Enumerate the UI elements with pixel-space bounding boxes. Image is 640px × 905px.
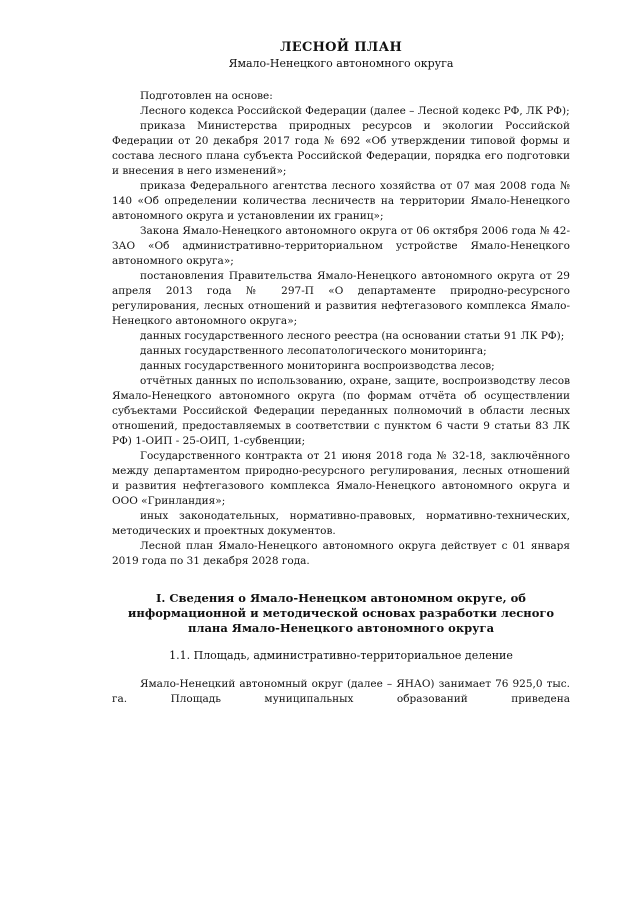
document-subtitle: Ямало-Ненецкого автономного округа <box>228 57 454 70</box>
paragraph: Лесного кодекса Российской Федерации (далее – Лесной кодекс РФ, ЛК РФ); <box>140 105 570 117</box>
paragraph: Государственного контракта от 21 июня 2018 года № 32-18, заключённого между департаментом природно-ресурсного регулирования, лесных отношений и развития нефтегазового комплекса Ямало-Ненецкого автономного округа и ООО «Гринландия»; <box>112 450 570 507</box>
paragraph: отчётных данных по использованию, охране, защите, воспроизводству лесов Ямало-Ненецкого автономного округа (по формам отчёта об осуществлении субъектами Российской Федерации переданных полномочий в области лесных отношений, предоставляемых в соответствии с пунктом 6 части 9 статьи 83 ЛК РФ) 1-ОИП - 25-ОИП, 1-субвенции; <box>112 375 570 447</box>
paragraph: постановления Правительства Ямало-Ненецкого автономного округа от 29 апреля 2013 года № 297-П «О департаменте природно-ресурсного регулирования, лесных отношений и развития нефтегазового комплекса Ямало-Ненецкого автономного округа»; <box>112 270 570 327</box>
paragraph: приказа Министерства природных ресурсов и экологии Российской Федерации от 20 декабря 2017 года № 692 «Об утверждении типовой формы и состава лесного плана субъекта Российской Федерации, порядка его подготовки и внесения в него изменений»; <box>112 120 570 177</box>
paragraph: данных государственного лесного реестра (на основании статьи 91 ЛК РФ); <box>140 330 565 342</box>
paragraph: Подготовлен на основе: <box>140 90 273 102</box>
paragraph: Закона Ямало-Ненецкого автономного округа от 06 октября 2006 года № 42-ЗАО «Об административно-территориальном устройстве Ямало-Ненецкого автономного округа»; <box>112 225 570 267</box>
section-heading: I. Сведения о Ямало-Ненецком автономном округе, об информационной и методической основах разработки лесного плана Ямало-Ненецкого автономного округа <box>127 591 555 635</box>
paragraph: данных государственного лесопатологического мониторинга; <box>140 345 487 357</box>
paragraph: Лесной план Ямало-Ненецкого автономного округа действует с 01 января 2019 года по 31 декабря 2028 года. <box>112 540 570 567</box>
subsection-heading: 1.1. Площадь, административно-территориальное деление <box>169 649 513 662</box>
basis-list <box>112 89 570 569</box>
paragraph: иных законодательных, нормативно-правовых, нормативно-технических, методических и проектных документов. <box>112 510 570 537</box>
paragraph: Ямало-Ненецкий автономный округ (далее – ЯНАО) занимает 76 925,0 тыс. га. Площадь муниципальных образований приведена <box>112 678 570 705</box>
paragraph: приказа Федерального агентства лесного хозяйства от 07 мая 2008 года № 140 «Об определении количества лесничеств на территории Ямало-Ненецкого автономного округа и установлении их границ»; <box>112 180 570 222</box>
paragraph: данных государственного мониторинга воспроизводства лесов; <box>140 360 495 372</box>
document-title: ЛЕСНОЙ ПЛАН <box>279 40 403 55</box>
